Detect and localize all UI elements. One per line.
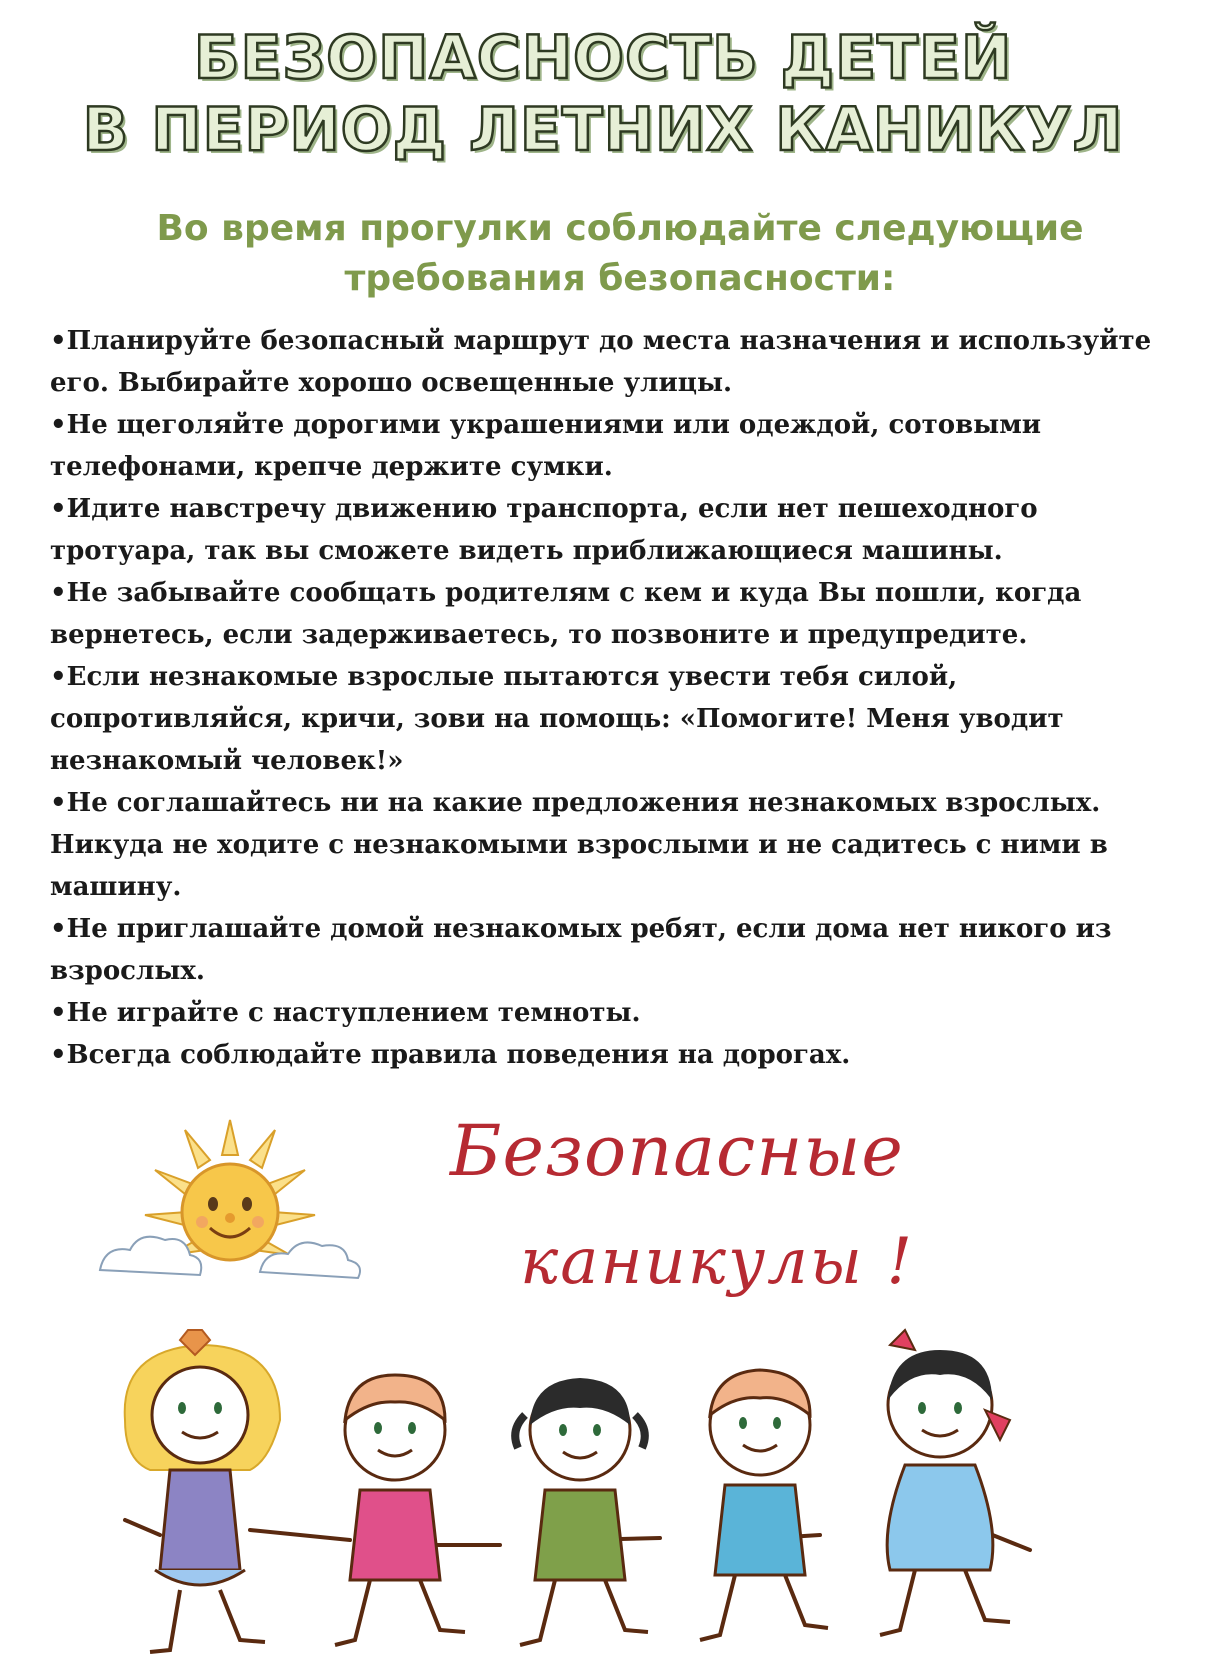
rule-item: • Если незнакомые взрослые пытаются увести тебя силой, сопротивляйся, кричи, зови на помощь: «Помогите! Меня уводит незнакомый человек!» xyxy=(50,656,1180,782)
rule-item: • Планируйте безопасный маршрут до места назначения и используйте его. Выбирайте хорошо освещенные улицы. xyxy=(50,320,1180,404)
rule-item: • Идите навстречу движению транспорта, если нет пешеходного тротуара, так вы сможете видеть приближающиеся машины. xyxy=(50,488,1180,572)
children-holding-hands-icon xyxy=(100,1320,1110,1670)
title-line-2: В ПЕРИОД ЛЕТНИХ КАНИКУЛ xyxy=(82,95,1124,165)
rule-item: • Не соглашайтесь ни на какие предложения незнакомых взрослых. Никуда не ходите с незнакомыми взрослыми и не садитесь с ними в машину. xyxy=(50,782,1180,908)
subtitle-line-2: требования безопасности: xyxy=(344,258,896,299)
poster-title xyxy=(0,22,1206,166)
slogan-line-1: Безопасные xyxy=(450,1110,904,1192)
title-line-1: БЕЗОПАСНОСТЬ ДЕТЕЙ xyxy=(193,23,1013,93)
rule-item: • Не забывайте сообщать родителям с кем и куда Вы пошли, когда вернетесь, если задерживаетесь, то позвоните и предупредите. xyxy=(50,572,1180,656)
safety-rules-list xyxy=(50,320,1180,1076)
rule-item: • Не играйте с наступлением темноты. xyxy=(50,992,1180,1034)
poster-subtitle xyxy=(60,204,1180,304)
rule-item: • Всегда соблюдайте правила поведения на дорогах. xyxy=(50,1034,1180,1076)
subtitle-line-1: Во время прогулки соблюдайте следующие xyxy=(156,208,1084,249)
rule-item: • Не приглашайте домой незнакомых ребят, если дома нет никого из взрослых. xyxy=(50,908,1180,992)
slogan-line-2: каникулы ! xyxy=(520,1225,915,1299)
smiling-sun-icon xyxy=(90,1100,370,1290)
rule-item: • Не щеголяйте дорогими украшениями или одеждой, сотовыми телефонами, крепче держите сумки. xyxy=(50,404,1180,488)
